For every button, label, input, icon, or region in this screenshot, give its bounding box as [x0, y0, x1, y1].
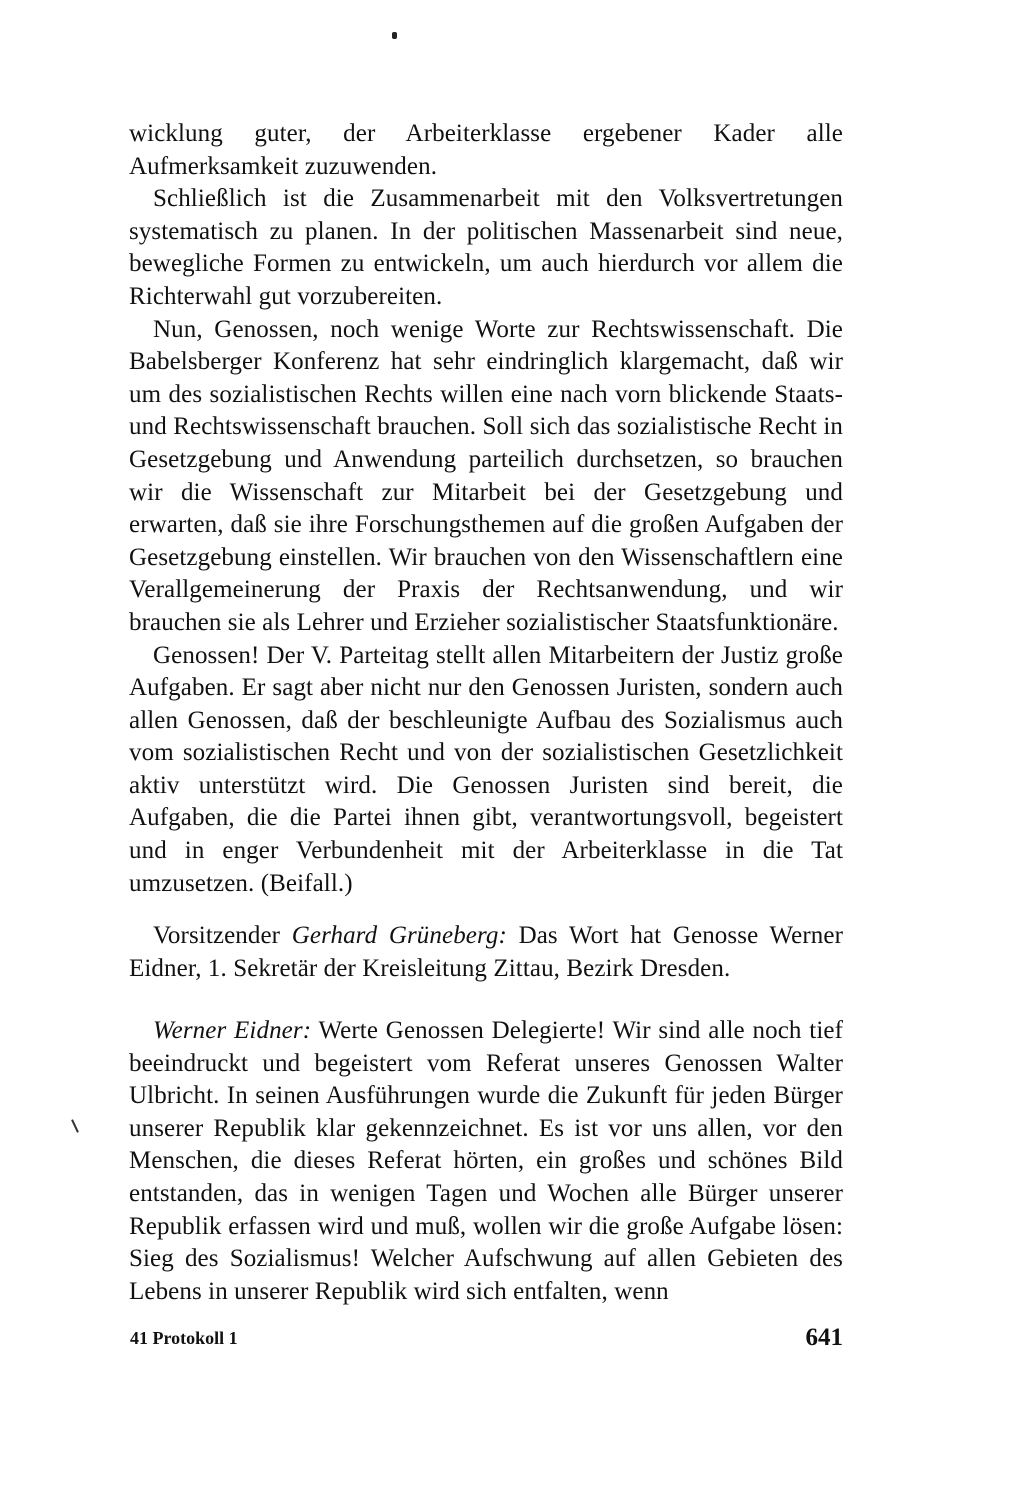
margin-mark	[71, 1119, 79, 1133]
speaker-name: Werner Eidner:	[153, 1017, 312, 1044]
page-number: 641	[805, 1324, 843, 1351]
body-paragraph: Nun, Genossen, noch wenige Worte zur Rechtswissenschaft. Die Babelsberger Konferenz hat sehr eindringlich klargemacht, daß wir um des sozialistischen Rechts willen eine nach vorn blickende Staats- und Rechtswissenschaft brauchen. Soll sich das sozialistische Recht in Gesetzgebung und Anwendung parteilich durchsetzen, so brauchen wir die Wissenschaft zur Mitarbeit bei der Gesetzgebung und erwarten, daß sie ihre Forschungsthemen auf die großen Aufgaben der Gesetzgebung einstellen. Wir brauchen von den Wissenschaftlern eine Verallgemeinerung der Praxis der Rechtsanwendung, und wir brauchen sie als Lehrer und Erzieher sozialistischer Staatsfunktionäre.	[129, 315, 843, 636]
speech-body-continued	[129, 118, 843, 900]
chair-speaker-name: Gerhard Grüneberg:	[291, 922, 507, 949]
announcement-paragraph	[129, 920, 843, 985]
scan-speck	[392, 32, 397, 39]
chair-prefix: Vorsitzender	[153, 922, 292, 949]
announcement-text: Das Wort hat Genosse Werner Eidner, 1. Sekretär der Kreisleitung Zittau, Bezirk Dresden.	[129, 922, 843, 982]
page-footer	[130, 1324, 843, 1358]
new-speech	[129, 1015, 843, 1308]
printer-signature: 41 Protokoll 1	[130, 1328, 238, 1348]
continuation-paragraph: wicklung guter, der Arbeiterklasse ergebener Kader alle Aufmerksamkeit zuzuwenden.	[129, 120, 843, 180]
body-paragraph: Schließlich ist die Zusammenarbeit mit den Volksvertretungen systematisch zu planen. In der politischen Massenarbeit sind neue, bewegliche Formen zu entwickeln, um auch hierdurch vor allem die Richterwahl gut vorzubereiten.	[129, 185, 843, 310]
body-paragraph: Genossen! Der V. Parteitag stellt allen Mitarbeitern der Justiz große Aufgaben. Er sagt aber nicht nur den Genossen Juristen, sondern auch allen Genossen, daß der beschleunigte Aufbau des Sozialismus auch vom sozialistischen Recht und von der sozialistischen Gesetzlichkeit aktiv unterstützt wird. Die Genossen Juristen sind bereit, die Aufgaben, die die Partei ihnen gibt, verantwortungsvoll, begeistert und in enger Verbundenheit mit der Arbeiterklasse in die Tat umzusetzen. (Beifall.)	[129, 641, 843, 897]
speech-paragraph	[129, 1015, 843, 1308]
speech-text: Werte Genossen Delegierte! Wir sind alle noch tief beeindruckt und begeistert vom Referat unseres Genossen Walter Ulbricht. In seinen Ausführungen wurde die Zukunft für jeden Bürger unserer Republik klar gekennzeichnet. Es ist vor uns allen, vor den Menschen, die dieses Referat hörten, ein großes und schönes Bild entstanden, das in wenigen Tagen und Wochen alle Bürger unserer Republik erfassen wird und muß, wollen wir die große Aufgabe lösen: Sieg des Sozialismus! Welcher Aufschwung auf allen Gebieten des Lebens in unserer Republik wird sich entfalten, wenn	[129, 1017, 844, 1305]
chair-announcement	[129, 920, 843, 985]
